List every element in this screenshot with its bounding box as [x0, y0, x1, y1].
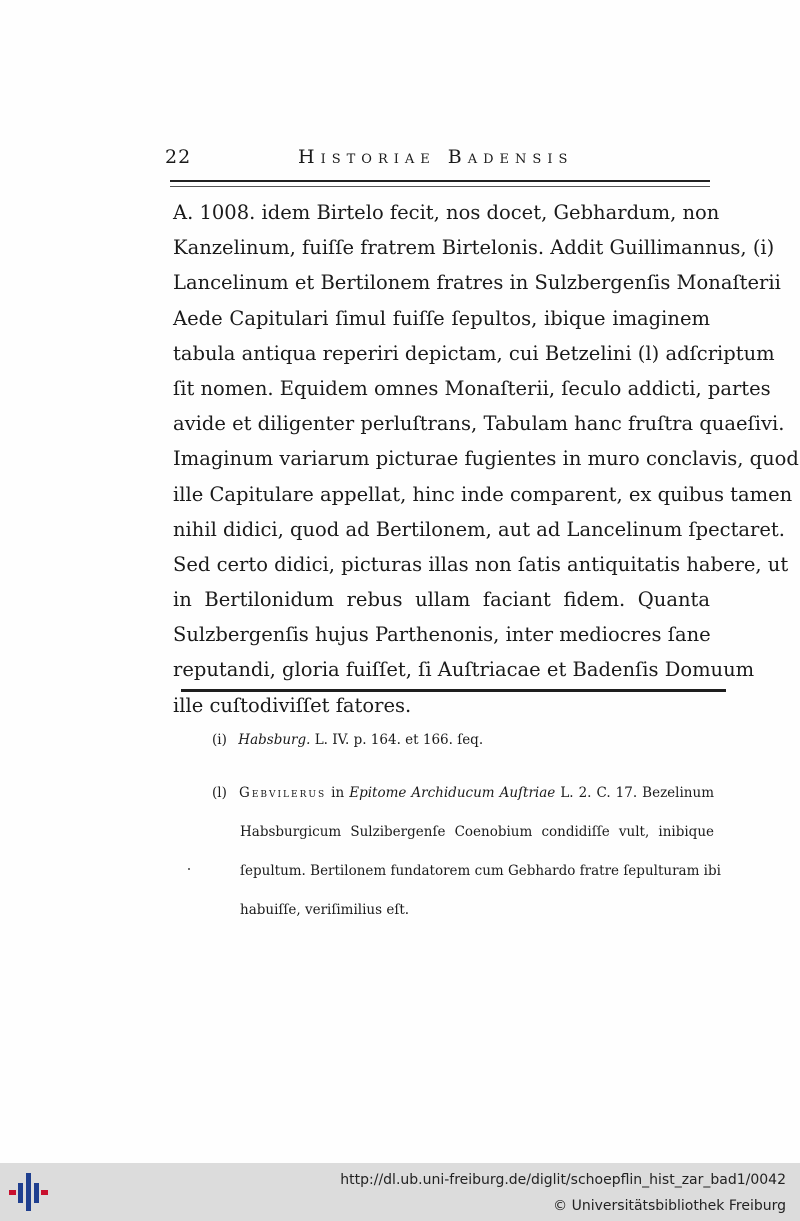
main-text: [173, 195, 799, 723]
text-line: avide et diligenter perluſtrans, Tabulam hanc fruſtra quaeſivi.: [173, 412, 785, 436]
ub-freiburg-logo-icon[interactable]: [6, 1171, 50, 1213]
text-line: Sed certo didici, picturas illas non ſatis antiquitatis habere, ut: [173, 552, 789, 576]
footnote-l: [212, 774, 721, 930]
header-rule-thick: [170, 180, 710, 182]
footnote-work: Epitome Archiducum Auſtriae: [349, 785, 556, 801]
footnote-in: in: [331, 785, 345, 801]
copyright-notice: © Universitätsbibliothek Freiburg: [553, 1198, 786, 1214]
text-line: reputandi, gloria fuiſſet, ſi Auſtriacae et Badenſis Domuum: [173, 658, 755, 682]
text-line: Sulzbergenſis hujus Parthenonis, inter mediocres ſane: [173, 623, 711, 647]
footnote-author: Gebvilerus: [239, 785, 327, 801]
running-head: [165, 146, 725, 172]
text-line: tabula antiqua reperiri depictam, cui Betzelini (l) adſcriptum: [173, 341, 775, 365]
text-line: ſit nomen. Equidem omnes Monaſterii, ſeculo addicti, partes: [173, 376, 771, 400]
footnote-mark: (l): [212, 785, 227, 801]
text-line: A. 1008. idem Birtelo fecit, nos docet, Gebhardum, non: [173, 201, 720, 224]
text-line: Kanzelinum, fuiſſe fratrem Birtelonis. Addit Guillimannus, (i): [173, 236, 775, 260]
footnote-i: [212, 732, 483, 748]
footnote-source: Habsburg.: [238, 732, 311, 748]
text-line: ille Capitulare appellat, hinc inde comparent, ex quibus tamen: [173, 482, 793, 506]
footnote-text: L. 2. C. 17. Bezelinum: [560, 785, 714, 801]
running-title: Historiae Badensis: [298, 146, 574, 168]
header-rule-thin: [170, 186, 710, 187]
footnote-line: Habsburgicum Sulzibergenſe Coenobium condidiſſe vult, inibique: [240, 824, 714, 840]
text-line: nihil didici, quod ad Bertilonem, aut ad Lancelinum ſpectaret.: [173, 517, 785, 541]
footnote-line: habuiſſe, veriſimilius eſt.: [240, 902, 410, 918]
page-number: 22: [165, 146, 192, 168]
text-line: ille cuſtodiviſſet fatores.: [173, 693, 412, 717]
footnote-text: L. IV. p. 164. et 166. ſeq.: [314, 732, 484, 748]
footnote-line: [212, 774, 714, 813]
footnote-mark: (i): [212, 732, 227, 748]
footnote-line: ſepultum. Bertilonem fundatorem cum Gebhardo fratre ſepulturam ibi: [240, 863, 721, 879]
text-line: Aede Capitulari ſimul fuiſſe ſepultos, ibique imaginem: [173, 306, 710, 330]
document-url-link[interactable]: http://dl.ub.uni-freiburg.de/diglit/schoepflin_hist_zar_bad1/0042: [340, 1172, 786, 1188]
text-line: Lancelinum et Bertilonem fratres in Sulzbergenſis Monaſterii: [173, 271, 781, 295]
text-line: in Bertilonidum rebus ullam faciant fidem. Quanta: [173, 588, 710, 612]
viewer-footer: [0, 1163, 800, 1221]
stray-mark: [188, 868, 190, 870]
text-line: Imaginum variarum picturae fugientes in muro conclavis, quod: [173, 447, 799, 471]
footnote-separator: [181, 689, 726, 692]
